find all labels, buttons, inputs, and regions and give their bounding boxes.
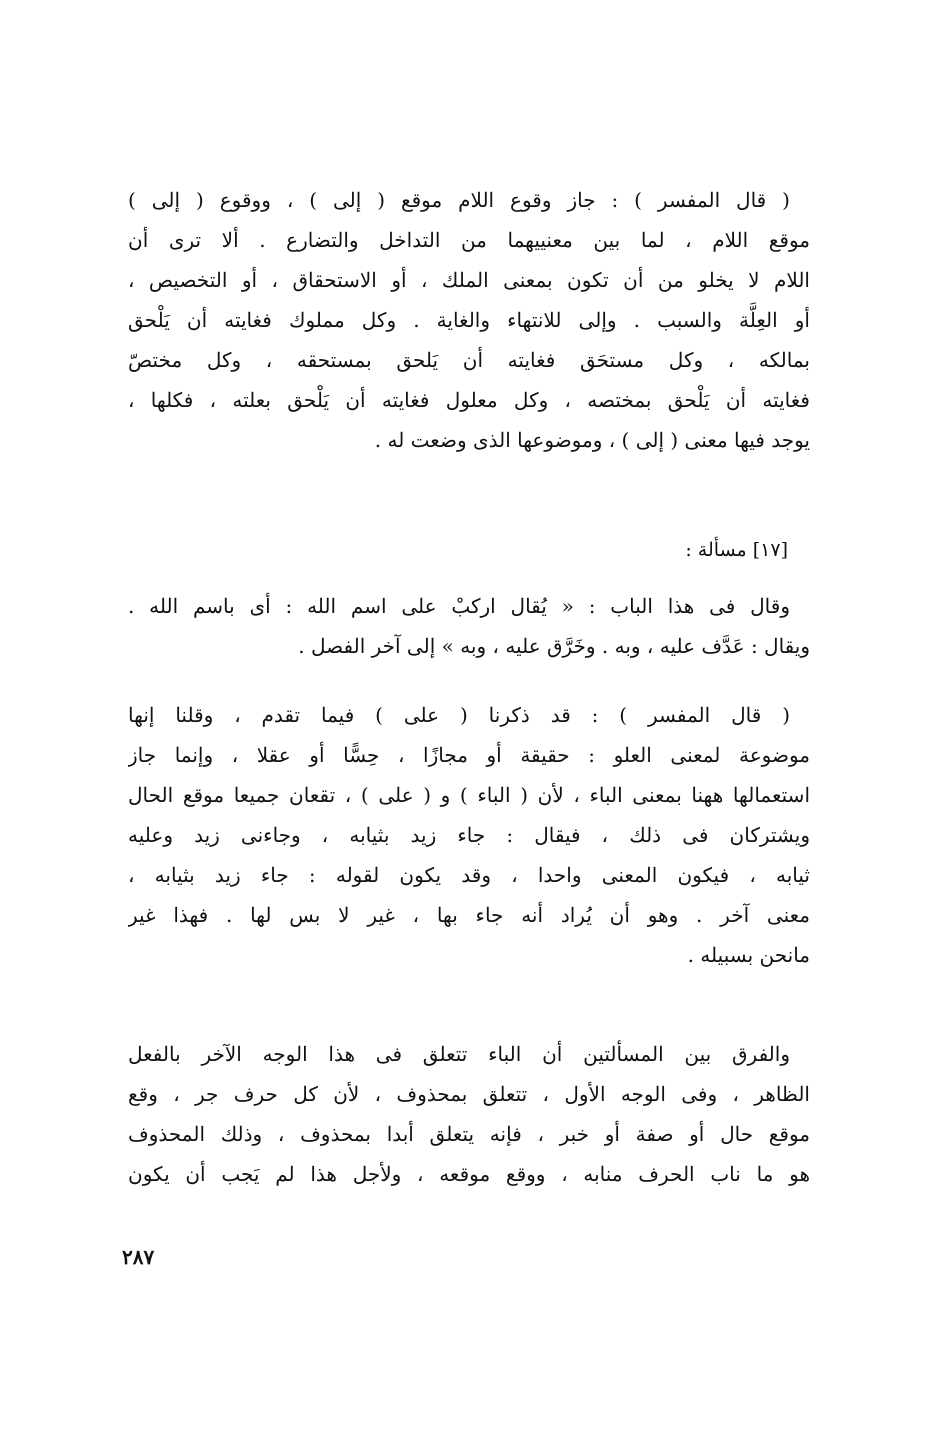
text-line: ( قال المفسر ) : جاز وقوع اللام موقع ( إلى ) ، ووقوع ( إلى ): [128, 188, 790, 212]
text-line: فغايته أن يَلْحق بمختصه ، وكل معلول فغايته أن يَلْحق بعلته ، فكلها ،: [128, 388, 810, 412]
text-line: ( قال المفسر ) : قد ذكرنا ( على ) فيما تقدم ، وقلنا إنها: [128, 703, 790, 727]
text-line: موقع حال أو صفة أو خبر ، فإنه يتعلق أبدا بمحذوف ، وذلك المحذوف: [128, 1122, 810, 1146]
page-number: ٢٨٧: [122, 1245, 155, 1269]
text-line: موقع اللام ، لما بين معنييهما من التداخل والتضارع . ألا ترى أن: [128, 228, 810, 252]
paragraph-2: [128, 586, 810, 666]
text-line: اللام لا يخلو من أن تكون بمعنى الملك ، أو الاستحقاق ، أو التخصيص ،: [128, 268, 810, 292]
text-line: وقال فى هذا الباب : « يُقال اركبْ على اسم الله : أى باسم الله .: [128, 594, 790, 618]
section-heading: [١٧] مسألة :: [685, 539, 788, 561]
text-line: هو ما ناب الحرف منابه ، ووقع موقعه ، ولأجل هذا لم يَجب أن يكون: [128, 1162, 810, 1186]
text-line: ثيابه ، فيكون المعنى واحدا ، وقد يكون لقوله : جاء زيد بثيابه ،: [128, 863, 810, 887]
text-line: أو العِلَّة والسبب . وإلى للانتهاء والغاية . وكل مملوك فغايته أن يَلْحق: [128, 308, 810, 332]
text-line: ويقال : عَدَّف عليه ، وبه . وخَرَّق عليه ، وبه » إلى آخر الفصل .: [298, 634, 810, 658]
text-line: معنى آخر . وهو أن يُراد أنه جاء بها ، غير لا بس لها . فهذا غير: [128, 903, 810, 927]
paragraph-4: [128, 1034, 810, 1194]
text-line: مانحن بسبيله .: [687, 943, 810, 967]
text-line: الظاهر ، وفى الوجه الأول ، تتعلق بمحذوف ، لأن كل حرف جر ، وقع: [128, 1082, 810, 1106]
text-line: بمالكه ، وكل مستحَق فغايته أن يَلحق بمستحقه ، وكل مختصّ: [128, 348, 810, 372]
text-line: موضوعة لمعنى العلو : حقيقة أو مجازًا ، حِسًّا أو عقلا ، وإنما جاز: [128, 743, 810, 767]
text-line: يوجد فيها معنى ( إلى ) ، وموضوعها الذى وضعت له .: [374, 428, 810, 452]
text-line: والفرق بين المسألتين أن الباء تتعلق فى هذا الوجه الآخر بالفعل: [128, 1042, 790, 1066]
text-line: ويشتركان فى ذلك ، فيقال : جاء زيد بثيابه ، وجاءنى زيد وعليه: [128, 823, 810, 847]
text-line: استعمالها ههنا بمعنى الباء ، لأن ( الباء ) و ( على ) ، تقعان جميعا موقع الحال: [128, 783, 810, 807]
paragraph-3: [128, 695, 810, 975]
paragraph-1: [128, 180, 810, 460]
